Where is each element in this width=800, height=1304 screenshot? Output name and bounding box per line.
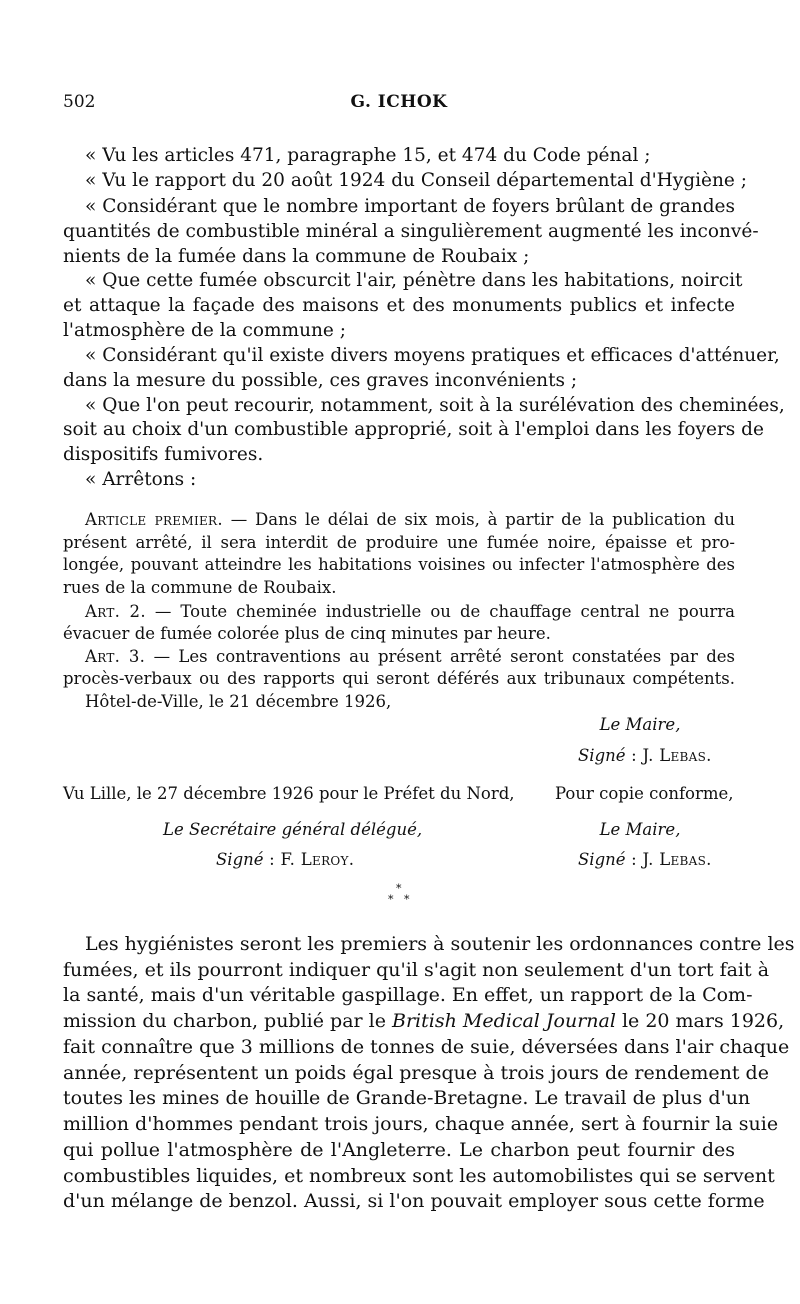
maire-signature: Signé : J. Lebas. [578, 850, 712, 869]
date-line: Hôtel-de-Ville, le 21 décembre 1926, [85, 692, 392, 711]
maire-title: Le Maire, [599, 715, 681, 734]
asterisk: * [388, 893, 394, 906]
paragraph-line: mission du charbon, publié par le British Medical Journal le 20 mars 1926, [63, 1010, 785, 1032]
decree-line: « Vu le rapport du 20 août 1924 du Conseil départemental d'Hygiène ; [85, 170, 747, 191]
page-header [63, 92, 735, 116]
decree-line: nients de la fumée dans la commune de Roubaix ; [63, 246, 530, 267]
copy-conform: Pour copie conforme, [555, 784, 734, 803]
decree-line: quantités de combustible minéral a singulièrement augmenté les inconvé- [63, 221, 759, 242]
article-3-label: Art. 3. [85, 647, 146, 666]
decree-line: et attaque la façade des maisons et des monuments publics et infecte [63, 295, 735, 316]
article-3-line: procès-verbaux ou des rapports qui seront déférés aux tribunaux compétents. [63, 669, 735, 688]
paragraph-line: d'un mélange de benzol. Aussi, si l'on pouvait employer sous cette forme [63, 1190, 765, 1212]
secretaire-signature: Signé : F. Leroy. [216, 850, 355, 869]
paragraph-line: combustibles liquides, et nombreux sont les automobilistes qui se servent [63, 1165, 775, 1187]
paragraph-line: la santé, mais d'un véritable gaspillage. En effet, un rapport de la Com- [63, 984, 753, 1006]
article-1-label: Article premier. [85, 510, 223, 529]
decree-line: « Que cette fumée obscurcit l'air, pénètre dans les habitations, noircit [85, 270, 743, 291]
article-2-line: évacuer de fumée colorée plus de cinq minutes par heure. [63, 624, 551, 643]
decree-line: dispositifs fumivores. [63, 444, 264, 465]
asterisk: * [396, 882, 402, 895]
maire-title: Le Maire, [599, 820, 681, 839]
paragraph-line: toutes les mines de houille de Grande-Bretagne. Le travail de plus d'un [63, 1087, 751, 1109]
article-2-label: Art. 2. [85, 602, 146, 621]
asterism-separator [380, 883, 420, 907]
decree-line: « Vu les articles 471, paragraphe 15, et 474 du Code pénal ; [85, 145, 651, 166]
article-1-line: longée, pouvant atteindre les habitations voisines ou infecter l'atmosphère des [63, 555, 735, 574]
decree-line: « Arrêtons : [85, 469, 197, 490]
decree-line: « Considérant qu'il existe divers moyens pratiques et efficaces d'atténuer, [85, 345, 780, 366]
article-1-line: présent arrêté, il sera interdit de produire une fumée noire, épaisse et pro- [63, 533, 735, 552]
paragraph-line: Les hygiénistes seront les premiers à soutenir les ordonnances contre les [85, 933, 795, 955]
article-3-line: Art. 3. — Les contraventions au présent arrêté seront constatées par des [85, 647, 736, 666]
journal-title: British Medical Journal [392, 1010, 616, 1032]
secretaire-title: Le Secrétaire général délégué, [163, 820, 423, 839]
paragraph-line: fumées, et ils pourront indiquer qu'il s'agit non seulement d'un tort fait à [63, 959, 770, 981]
decree-line: « Considérant que le nombre important de foyers brûlant de grandes [85, 196, 735, 217]
article-2-line: Art. 2. — Toute cheminée industrielle ou de chauffage central ne pourra [85, 602, 736, 621]
decree-line: l'atmosphère de la commune ; [63, 320, 346, 341]
paragraph-line: million d'hommes pendant trois jours, chaque année, sert à fournir la suie [63, 1113, 779, 1135]
decree-line: soit au choix d'un combustible approprié, soit à l'emploi dans les foyers de [63, 419, 764, 440]
paragraph-line: fait connaître que 3 millions de tonnes de suie, déversées dans l'air chaque [63, 1036, 790, 1058]
decree-line: dans la mesure du possible, ces graves inconvénients ; [63, 370, 578, 391]
asterisk: * [404, 893, 410, 906]
page-number: 502 [63, 92, 96, 112]
decree-line: « Que l'on peut recourir, notamment, soit à la surélévation des cheminées, [85, 395, 785, 416]
article-1-line: Article premier. — Dans le délai de six mois, à partir de la publication du [85, 510, 735, 529]
paragraph-line: qui pollue l'atmosphère de l'Angleterre. Le charbon peut fournir des [63, 1139, 735, 1161]
vu-lille-line: Vu Lille, le 27 décembre 1926 pour le Préfet du Nord, [63, 784, 515, 803]
running-head: G. ICHOK [350, 92, 448, 112]
paragraph-line: année, représentent un poids égal presque à trois jours de rendement de [63, 1062, 769, 1084]
article-1-line: rues de la commune de Roubaix. [63, 578, 337, 597]
maire-signature: Signé : J. Lebas. [578, 746, 712, 765]
